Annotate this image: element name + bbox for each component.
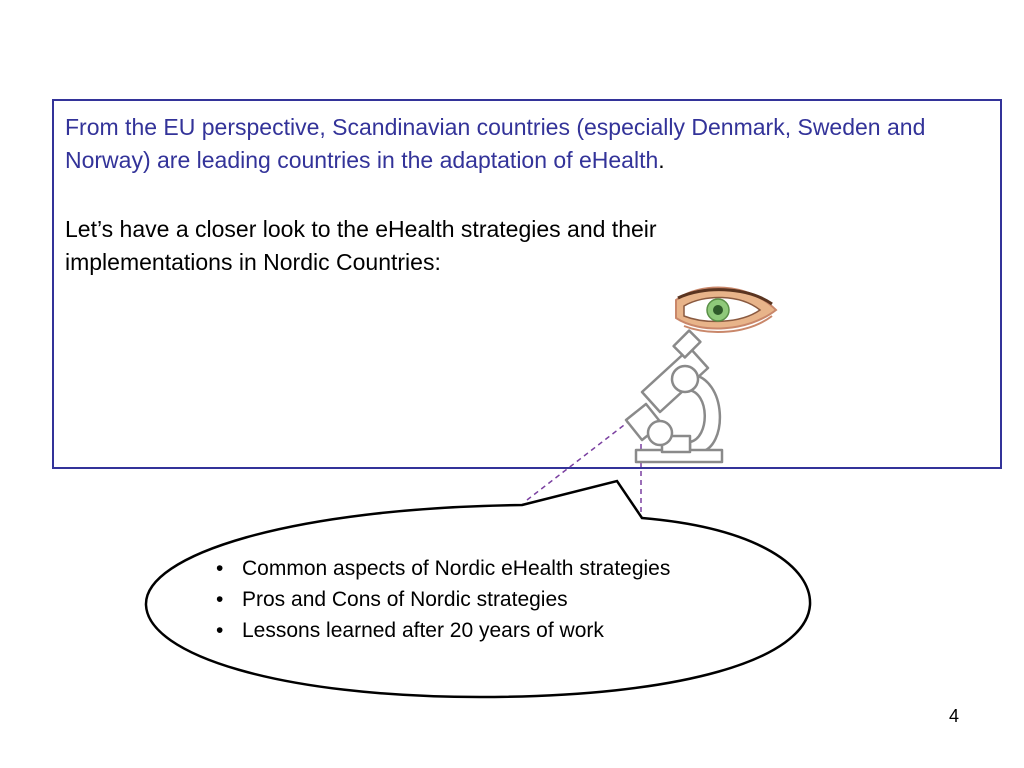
microscope-icon bbox=[626, 331, 722, 462]
eye-icon bbox=[676, 288, 776, 332]
list-item: • Lessons learned after 20 years of work bbox=[214, 615, 670, 646]
list-item: • Common aspects of Nordic eHealth strategies bbox=[214, 553, 670, 584]
page-number: 4 bbox=[949, 706, 960, 726]
intro-main-text: From the EU perspective, Scandinavian countries (especially Denmark, Sweden and Norway) are leading countries in the adaptation of eHealth bbox=[65, 114, 926, 173]
bullet-list bbox=[214, 553, 670, 646]
intro-period: . bbox=[658, 147, 665, 173]
closer-look-paragraph: Let’s have a closer look to the eHealth strategies and their implementations in Nordic Countries: bbox=[65, 216, 657, 275]
list-item: • Pros and Cons of Nordic strategies bbox=[214, 584, 670, 615]
